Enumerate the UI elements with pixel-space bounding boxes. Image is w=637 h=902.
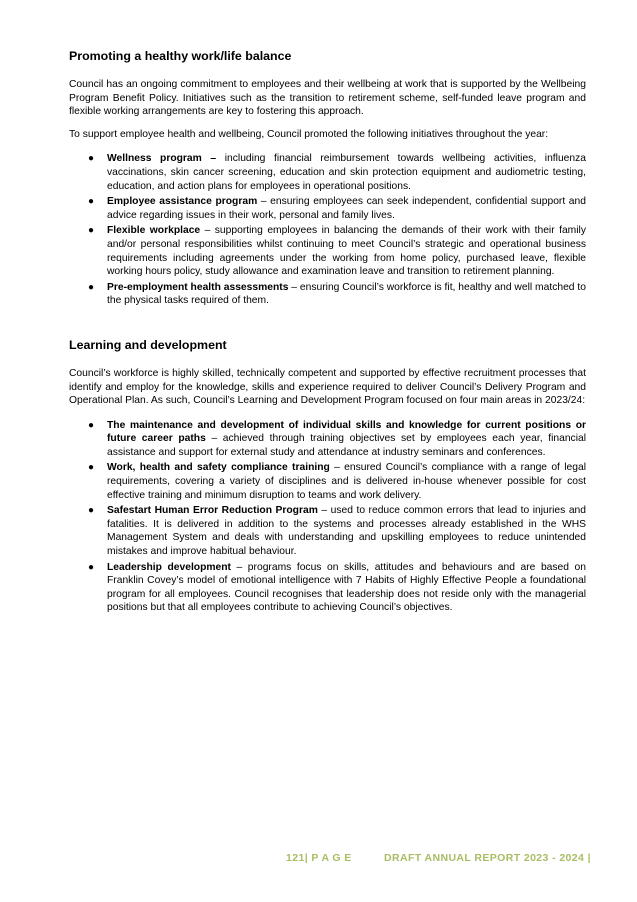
bullet-icon: ● <box>88 196 95 208</box>
section-learning <box>69 338 586 615</box>
list-item: ● Employee assistance program – ensuring employees can seek independent, confidential support and advice regarding issues in their work, personal and family lives. <box>88 196 586 221</box>
list-item: ● Wellness program – including financial reimbursement towards wellbeing activities, influenza vaccinations, skin cancer screening, education and skin protection equipment and audiometric testing, education, and action plans for employees in operational positions. <box>88 153 586 192</box>
paragraph: Council’s workforce is highly skilled, technically competent and supported by effective recruitment processes that identify and employ for the knowledge, skills and experience required to deliver Council’s Delivery Program and Operational Plan. As such, Council’s Learning and Development Program focused on four main areas in 2023/24: <box>69 367 586 407</box>
section-heading-worklife: Promoting a healthy work/life balance <box>69 49 292 63</box>
bullet-icon: ● <box>88 505 95 517</box>
bullet-icon: ● <box>88 225 95 237</box>
bullet-icon: ● <box>88 281 95 293</box>
list-item: ● Work, health and safety compliance training – ensured Council’s compliance with a range of legal requirements, covering a variety of disciplines and is delivered in-house whenever possible for cost effective training and minimum disruption to teams and work delivery. <box>88 462 586 501</box>
report-title: DRAFT ANNUAL REPORT 2023 - 2024 | <box>384 852 591 864</box>
page-number: 121| P A G E <box>286 852 352 864</box>
bullet-icon: ● <box>88 561 95 573</box>
bullet-icon: ● <box>88 462 95 474</box>
list-item: ● Safestart Human Error Reduction Program – used to reduce common errors that lead to injuries and fatalities. It is delivered in addition to the systems and processes already established in the WHS Management System and deals with understanding and upskilling employees to reduce unintended mistakes and improve habitual behaviour. <box>88 505 586 558</box>
list-item: ● Leadership development – programs focus on skills, attitudes and behaviours and are based on Franklin Covey’s model of emotional intelligence with 7 Habits of Highly Effective People a foundational program for all employees. Council recognises that leadership does not reside only with the managerial positions but that all employees contribute to achieving Council’s objectives. <box>88 561 586 614</box>
initiatives-list <box>69 152 586 308</box>
bullet-icon: ● <box>88 419 95 431</box>
list-item: ● Pre-employment health assessments – ensuring Council’s workforce is fit, healthy and well matched to the physical tasks required of them. <box>88 281 586 307</box>
list-item: ● Flexible workplace – supporting employees in balancing the demands of their work with their family and/or personal responsibilities whilst continuing to meet Council’s strategic and operational business requirements including agreements under the working from home policy, purchased leave, flexible working hours policy, study allowance and examination leave and transition to retirement planning. <box>88 225 586 278</box>
learning-list <box>69 419 586 615</box>
list-item: ● The maintenance and development of individual skills and knowledge for current positions or future career paths – achieved through training objectives set by employees each year, financial assistance and support for external study and attendance at industry seminars and conferences. <box>88 419 586 458</box>
paragraph: Council has an ongoing commitment to employees and their wellbeing at work that is supported by the Wellbeing Program Benefit Policy. Initiatives such as the transition to retirement scheme, self-funded leave program and flexible working arrangements are key to fostering this approach. <box>69 79 586 118</box>
document-page <box>69 49 586 617</box>
paragraph: To support employee health and wellbeing, Council promoted the following initiatives throughout the year: <box>69 128 549 140</box>
bullet-icon: ● <box>88 153 95 165</box>
section-heading-learning: Learning and development <box>69 337 227 352</box>
